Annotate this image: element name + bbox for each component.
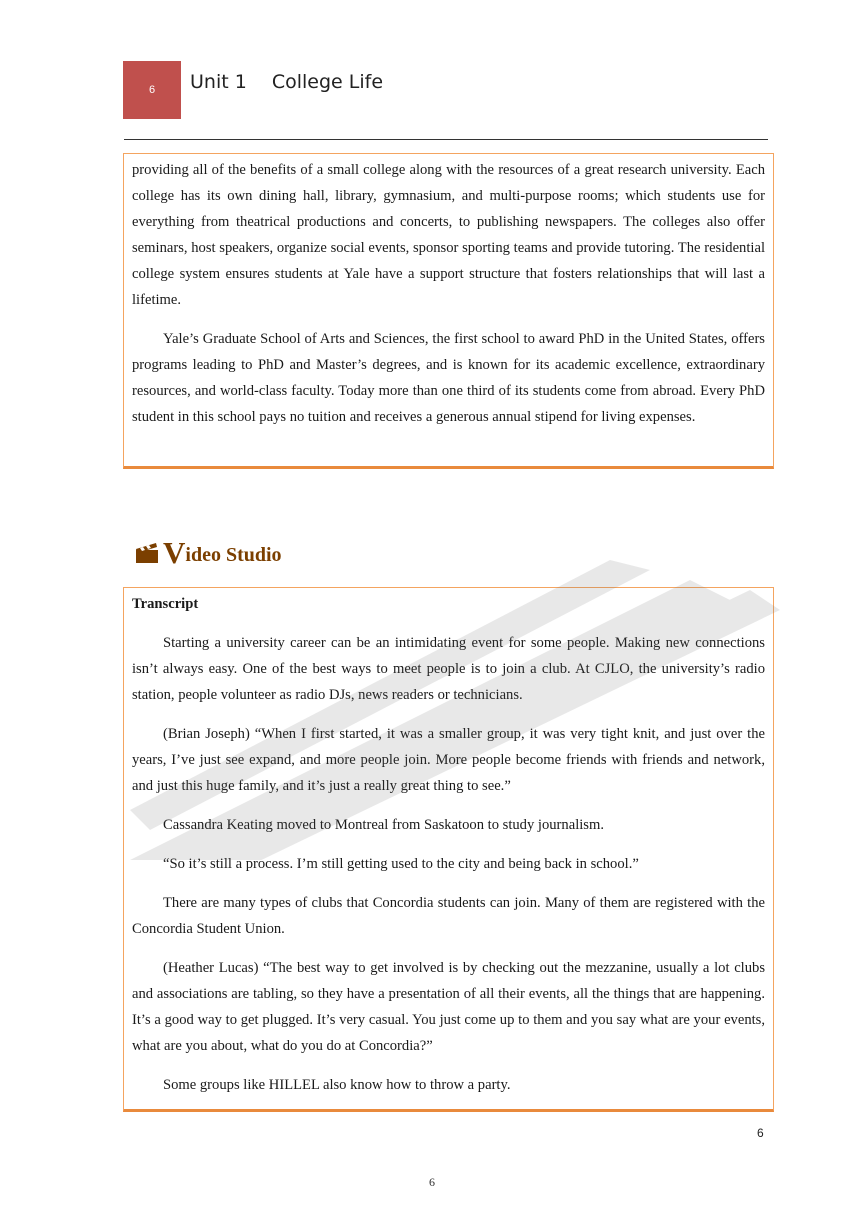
unit-title — [190, 71, 383, 93]
unit-label: Unit 1 — [190, 71, 247, 93]
page-number-badge: 6 — [123, 61, 181, 119]
reading-paragraph: providing all of the benefits of a small college along with the resources of a great research university. Each college has its own dining hall, library, gymnasium, and multi-purpose rooms; which students use for everything from theatrical productions and concerts, to publishing newspapers. The colleges also offer seminars, host speakers, organize social events, sponsor sporting teams and provide tutoring. The residential college system ensures students at Yale have a support structure that fosters relationships that will last a lifetime. — [132, 162, 765, 308]
footer-page-number-right: 6 — [757, 1126, 764, 1140]
transcript-paragraph: (Brian Joseph) “When I first started, it was a smaller group, it was very tight knit, and just over the years, I’ve just see expand, and more people join. More people become friends with friends and network, and just this huge family, and it’s just a really great thing to see.” — [132, 726, 765, 794]
reading-text-box — [123, 153, 774, 469]
transcript-paragraph: Starting a university career can be an intimidating event for some people. Making new connections isn’t always easy. One of the best ways to meet people is to join a club. At CJLO, the university’s radio station, people volunteer as radio DJs, news readers or technicians. — [132, 635, 765, 703]
transcript-paragraph: “So it’s still a process. I’m still getting used to the city and being back in school.” — [163, 856, 639, 872]
transcript-paragraph: There are many types of clubs that Concordia students can join. Many of them are registered with the Concordia Student Union. — [132, 895, 765, 937]
unit-title-text: College Life — [271, 71, 384, 93]
transcript-paragraph: Some groups like HILLEL also know how to throw a party. — [163, 1077, 511, 1093]
footer-page-number-center: 6 — [429, 1175, 435, 1189]
transcript-paragraph: Cassandra Keating moved to Montreal from Saskatoon to study journalism. — [163, 817, 604, 833]
transcript-label: Transcript — [132, 596, 199, 612]
clapperboard-icon — [135, 542, 159, 564]
transcript-paragraph: (Heather Lucas) “The best way to get involved is by checking out the mezzanine, usually a lot clubs and associations are tabling, so they have a presentation of all their events, all the things that are happening. It’s a good way to get plugged. It’s very casual. You just come up to them and you say what are your events, what are you about, what do you do at Concordia?” — [132, 960, 765, 1054]
header-divider — [124, 139, 768, 140]
transcript-box — [123, 587, 774, 1112]
section-title — [135, 535, 282, 570]
section-title-rest: ideo Studio — [185, 544, 282, 566]
section-title-initial: V — [163, 535, 186, 570]
reading-paragraph: Yale’s Graduate School of Arts and Sciences, the first school to award PhD in the United States, offers programs leading to PhD and Master’s degrees, and is known for its academic excellence, extraordinary resources, and world-class faculty. Today more than one third of its students come from abroad. Every PhD student in this school pays no tuition and receives a generous annual stipend for living expenses. — [132, 331, 765, 425]
